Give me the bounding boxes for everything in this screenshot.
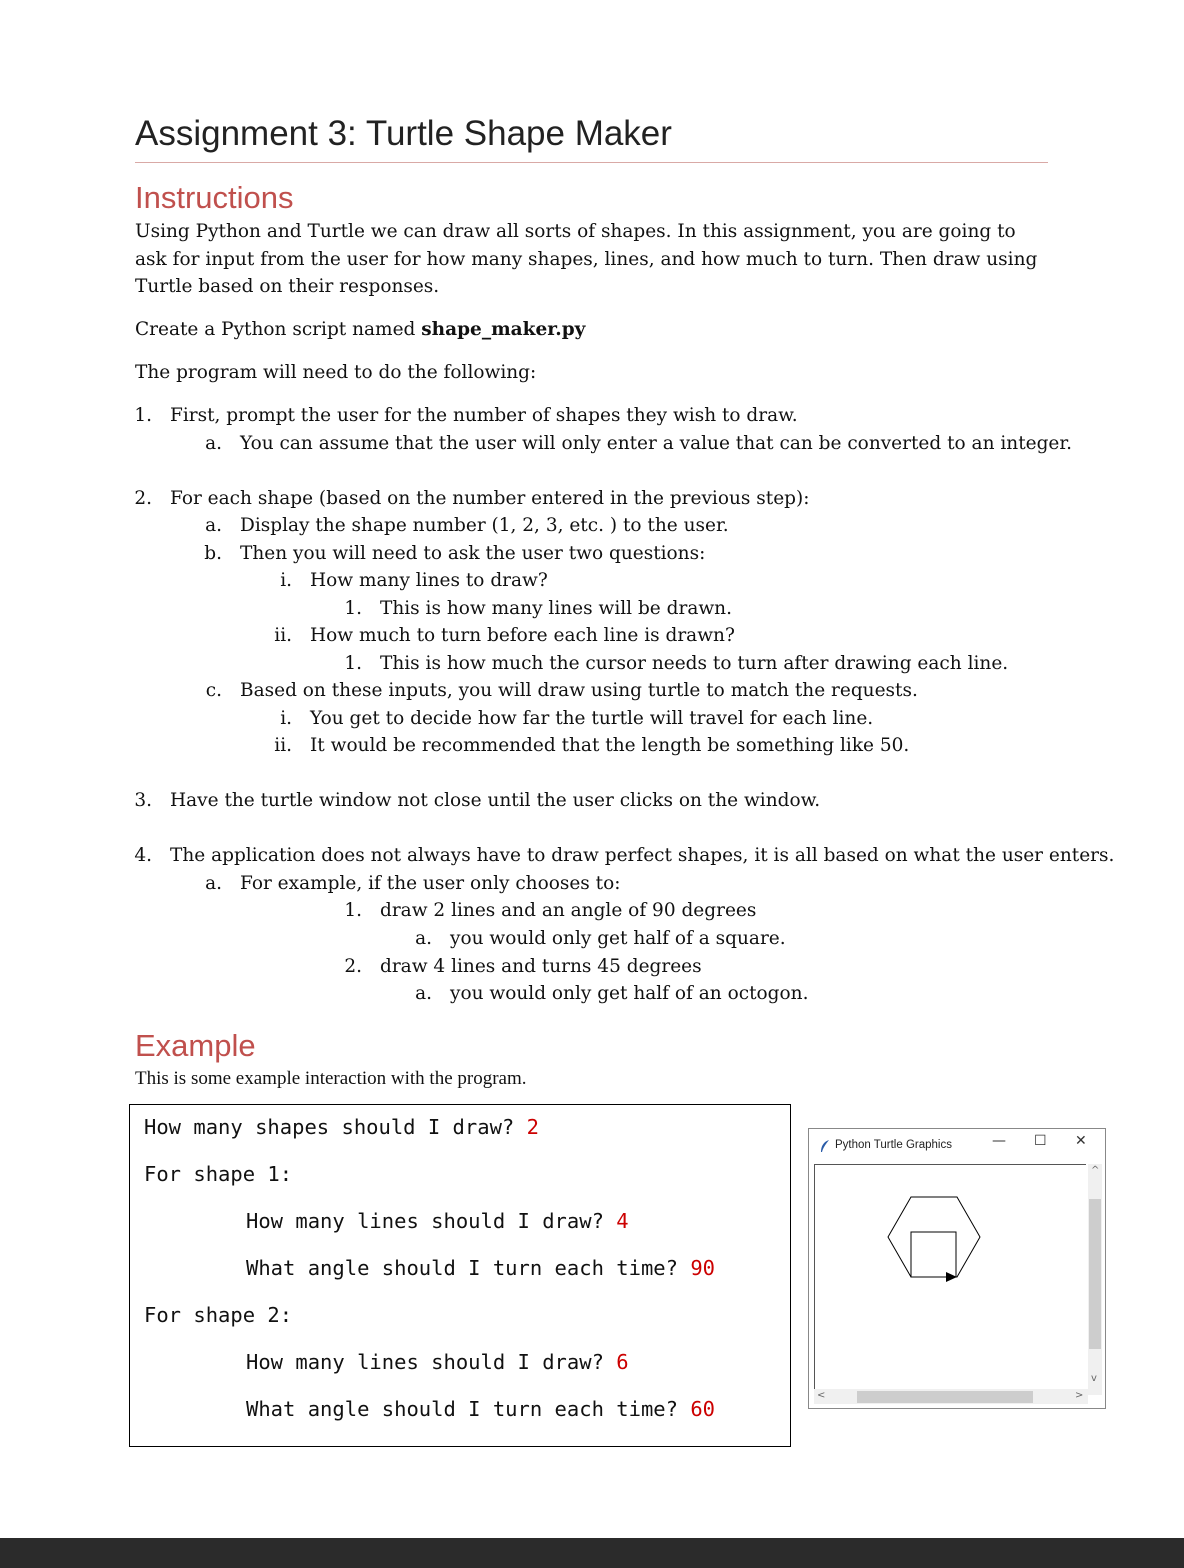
horizontal-scroll-thumb[interactable] [857,1391,1033,1403]
list-marker: b. [204,543,222,564]
console-shape-label: For shape 2: [144,1303,293,1327]
list-item: you would only get half of a square. [450,928,786,949]
list-item: How much to turn before each line is drawn? [310,625,735,646]
scroll-left-icon[interactable]: < [817,1390,826,1401]
list-item: For example, if the user only chooses to: [240,873,621,894]
list-marker: 3. [134,790,152,811]
list-marker: c. [205,680,222,701]
list-marker: 1. [344,598,362,619]
console-answer: 90 [690,1256,716,1280]
document-title: Assignment 3: Turtle Shape Maker [135,114,672,153]
list-marker: 2. [134,488,152,509]
list-marker: ii. [274,625,292,646]
console-prompt: What angle should I turn each time? [246,1397,691,1421]
list-item: This is how many lines will be drawn. [380,598,732,619]
console-shape-label: For shape 1: [144,1162,293,1186]
vertical-scroll-thumb[interactable] [1089,1199,1101,1349]
list-item: Display the shape number (1, 2, 3, etc. ) to the user. [240,515,729,536]
list-item: draw 2 lines and an angle of 90 degrees [380,900,757,921]
close-button[interactable]: ✕ [1075,1133,1087,1149]
console-line [144,1115,539,1139]
scroll-right-icon[interactable]: > [1075,1390,1084,1401]
console-example [129,1104,791,1447]
script-filename: shape_maker.py [421,319,586,340]
example-heading: Example [135,1028,256,1063]
list-marker: 1. [134,405,152,426]
turtle-cursor-icon [946,1272,957,1282]
console-answer: 60 [690,1397,716,1421]
example-intro: This is some example interaction with the program. [135,1068,527,1089]
list-marker: 1. [344,900,362,921]
turtle-drawing [815,1165,1087,1405]
console-prompt: What angle should I turn each time? [246,1256,691,1280]
turtle-window [808,1128,1106,1409]
list-item: You get to decide how far the turtle will travel for each line. [310,708,874,729]
list-item: First, prompt the user for the number of shapes they wish to draw. [170,405,798,426]
intro-paragraph: Using Python and Turtle we can draw all sorts of shapes. In this assignment, you are going to ask for input from the user for how many shapes, lines, and how much to turn. Then draw using Turtle based on their responses. [135,221,1038,297]
console-answer: 4 [616,1209,629,1233]
list-item: Then you will need to ask the user two questions: [240,543,706,564]
title-divider [135,162,1048,163]
list-item: Based on these inputs, you will draw using turtle to match the requests. [240,680,918,701]
list-item: The application does not always have to draw perfect shapes, it is all based on what the user enters. [170,845,1115,866]
scroll-up-icon[interactable]: ^ [1091,1165,1100,1176]
list-marker: 4. [134,845,152,866]
list-item: you would only get half of an octogon. [450,983,809,1004]
list-item: You can assume that the user will only enter a value that can be converted to an integer. [240,433,1073,454]
scroll-down-icon[interactable]: v [1091,1373,1097,1384]
console-prompt: How many lines should I draw? [246,1350,617,1374]
list-marker: i. [280,570,292,591]
maximize-button[interactable]: ☐ [1034,1133,1047,1149]
list-item: How many lines to draw? [310,570,548,591]
list-marker: a. [415,928,432,949]
minimize-button[interactable]: — [992,1133,1006,1149]
instructions-heading: Instructions [135,180,294,215]
console-answer: 2 [526,1115,539,1139]
list-item: Have the turtle window not close until the user clicks on the window. [170,790,821,811]
console-line [246,1397,715,1421]
console-line [246,1209,629,1233]
create-script-line [135,318,585,342]
list-marker: 1. [344,653,362,674]
list-item: For each shape (based on the number entered in the previous step): [170,488,810,509]
list-marker: a. [415,983,432,1004]
console-answer: 6 [616,1350,629,1374]
console-line [246,1350,629,1374]
turtle-canvas[interactable] [814,1164,1086,1404]
program-needs-line: The program will need to do the following: [135,362,537,383]
list-item: This is how much the cursor needs to turn after drawing each line. [380,653,1009,674]
list-item: It would be recommended that the length be something like 50. [310,735,910,756]
window-title: Python Turtle Graphics [835,1139,952,1151]
square-shape [911,1232,956,1277]
create-prefix: Create a Python script named [135,319,422,340]
footer-bar [0,1538,1184,1568]
console-prompt: How many shapes should I draw? [144,1115,527,1139]
list-marker: ii. [274,735,292,756]
list-item: draw 4 lines and turns 45 degrees [380,956,702,977]
feather-icon [819,1139,831,1153]
list-marker: a. [205,515,222,536]
hexagon-shape [888,1197,980,1277]
list-marker: i. [280,708,292,729]
list-marker: a. [205,433,222,454]
list-marker: a. [205,873,222,894]
console-line [246,1256,715,1280]
list-marker: 2. [344,956,362,977]
console-prompt: How many lines should I draw? [246,1209,617,1233]
